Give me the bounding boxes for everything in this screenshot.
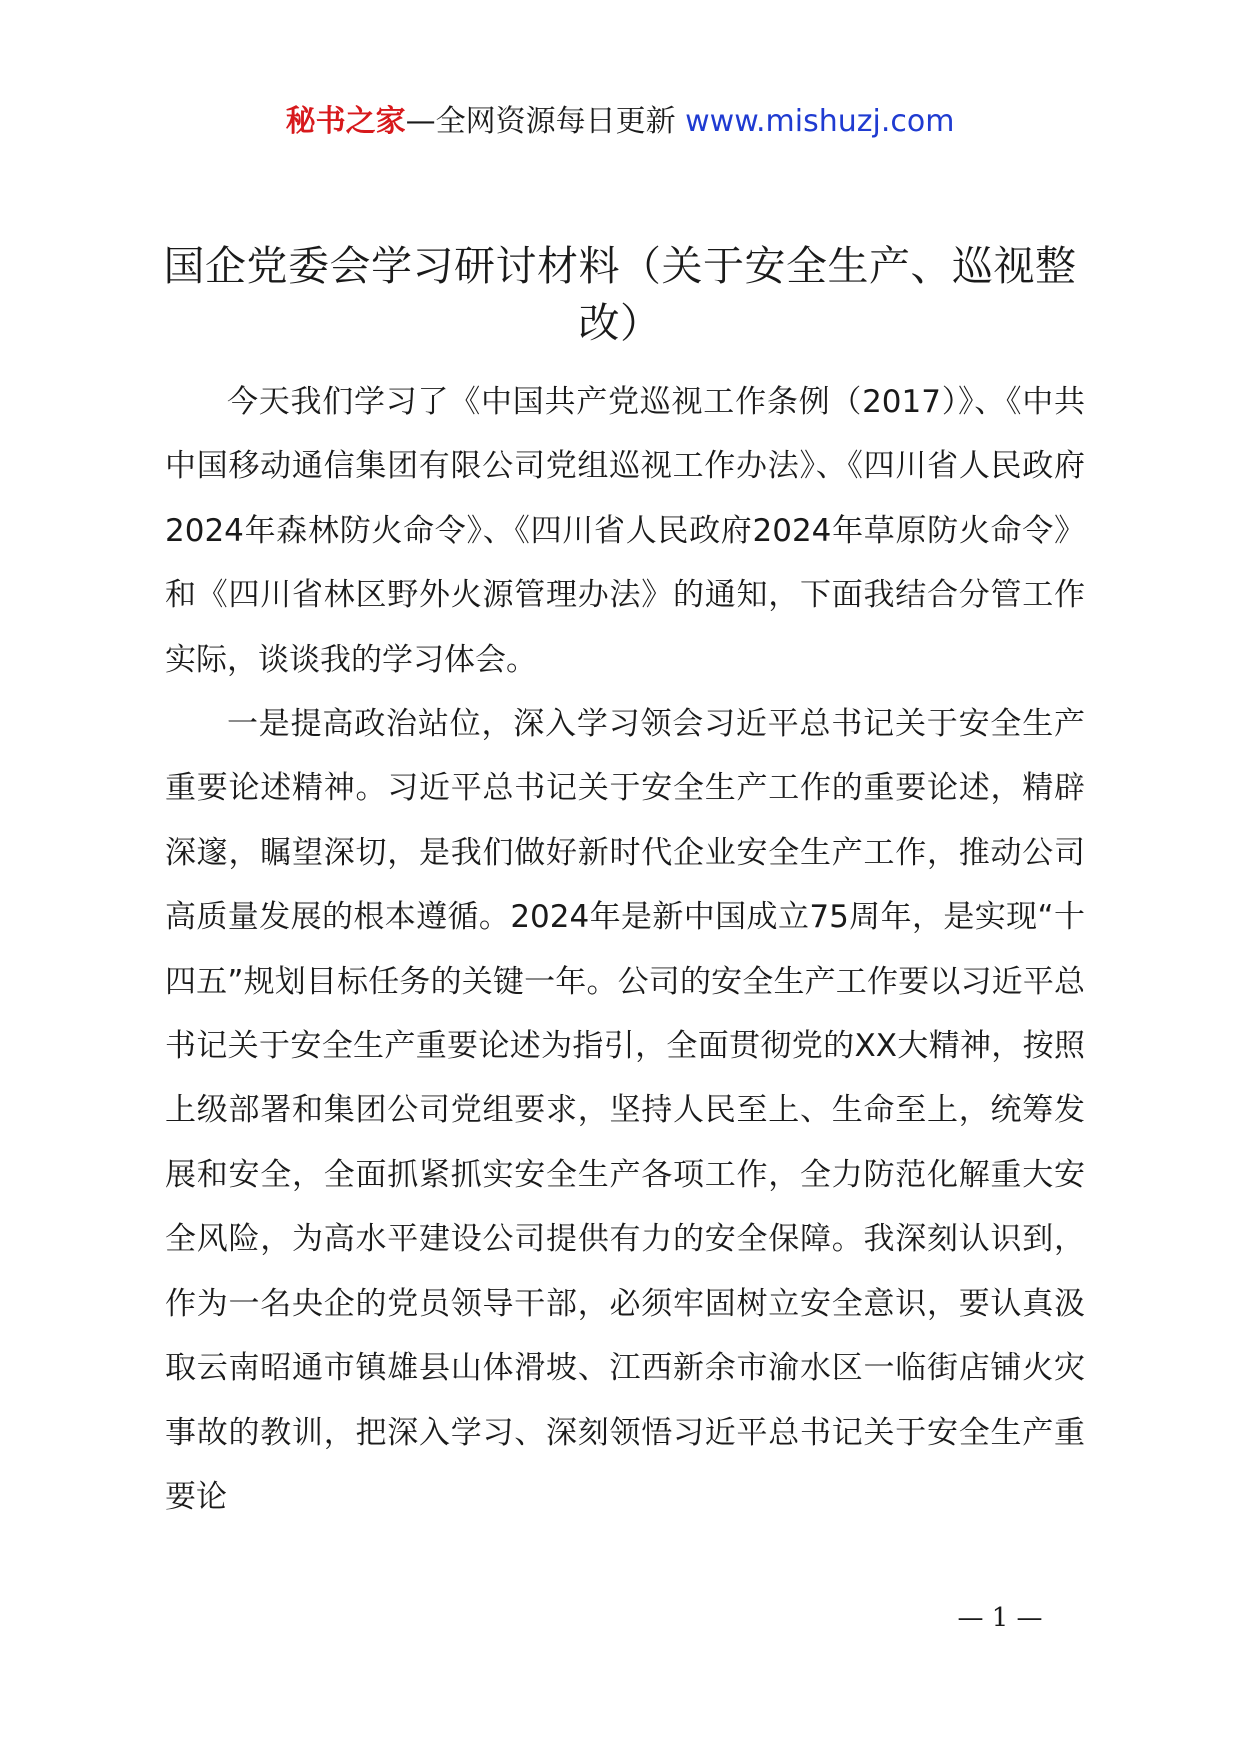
- document-body: [165, 370, 1085, 1529]
- body-paragraph: 今天我们学习了《中国共产党巡视工作条例（2017）》、《中共中国移动通信集团有限公司党组巡视工作办法》、《四川省人民政府2024年森林防火命令》、《四川省人民政府2024年草原防火命令》和《四川省林区野外火源管理办法》的通知，下面我结合分管工作实际，谈谈我的学习体会。: [165, 384, 1085, 678]
- site-tagline: —全网资源每日更新: [405, 104, 676, 139]
- site-url-link[interactable]: www.mishuzj.com: [685, 104, 955, 139]
- document-title: [150, 238, 1090, 352]
- site-brand: 秘书之家: [285, 104, 406, 139]
- body-paragraph: 一是提高政治站位，深入学习领会习近平总书记关于安全生产重要论述精神。习近平总书记关于安全生产工作的重要论述，精辟深邃，瞩望深切，是我们做好新时代企业安全生产工作，推动公司高质量发展的根本遵循。2024年是新中国成立75周年，是实现“十四五”规划目标任务的关键一年。公司的安全生产工作要以习近平总书记关于安全生产重要论述为指引，全面贯彻党的XX大精神，按照上级部署和集团公司党组要求，坚持人民至上、生命至上，统筹发展和安全，全面抓紧抓实安全生产各项工作，全力防范化解重大安全风险，为高水平建设公司提供有力的安全保障。我深刻认识到，作为一名央企的党员领导干部，必须牢固树立安全意识，要认真汲取云南昭通市镇雄县山体滑坡、江西新余市渝水区一临街店铺火灾事故的教训，把深入学习、深刻领悟习近平总书记关于安全生产重要论: [165, 706, 1085, 1515]
- document-title-text: 国企党委会学习研讨材料（关于安全生产、巡视整改）: [163, 242, 1077, 347]
- site-header: [0, 100, 1240, 144]
- page-number: — 1 —: [957, 1603, 1043, 1633]
